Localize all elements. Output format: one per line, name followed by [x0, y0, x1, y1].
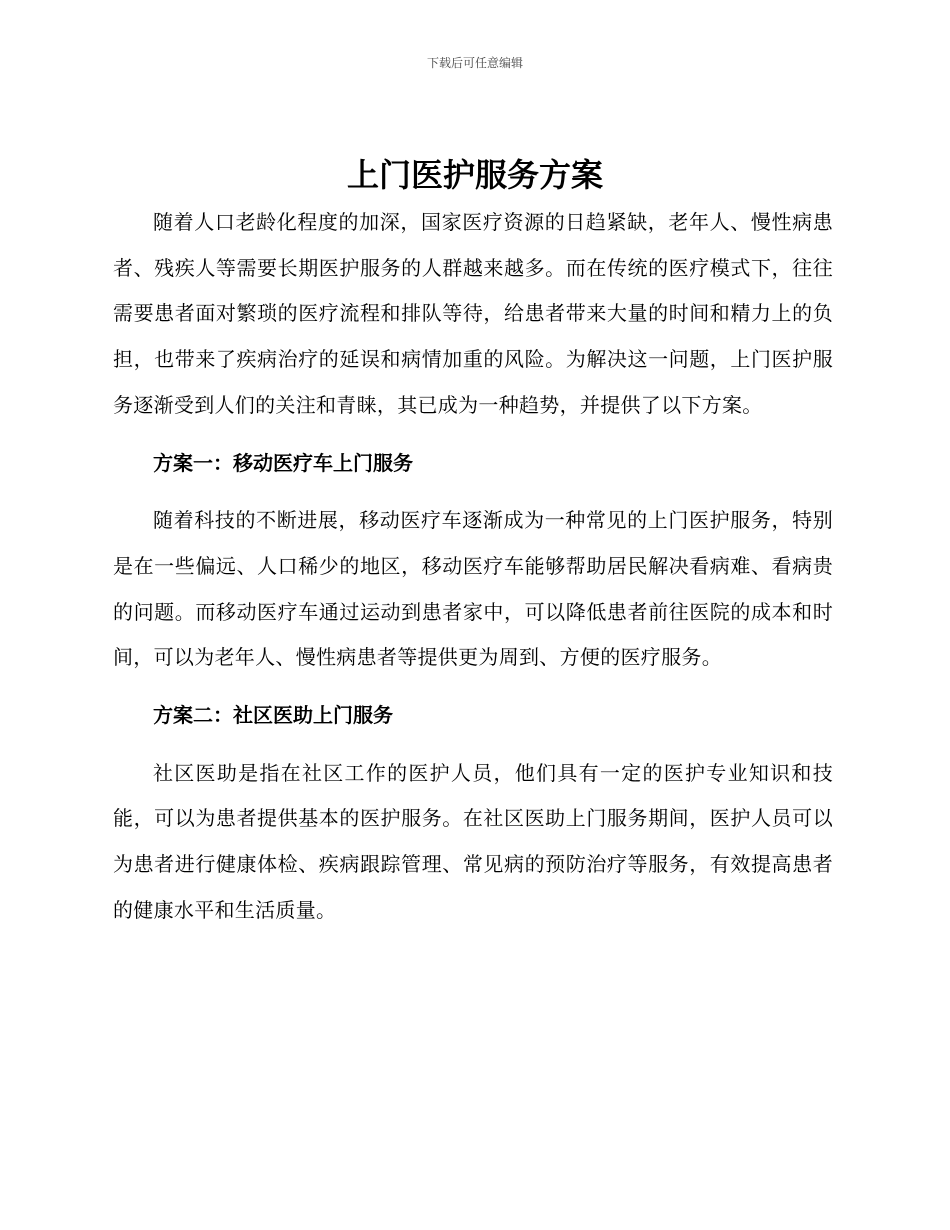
section-heading-2: 方案二：社区医助上门服务	[153, 703, 393, 728]
document-title: 上门医护服务方案	[346, 156, 603, 194]
header-note: 下载后可任意编辑	[426, 56, 523, 70]
section-body-1: 随着科技的不断进展，移动医疗车逐渐成为一种常见的上门医护服务，特别是在一些偏远、人口稀少的地区，移动医疗车能够帮助居民解决看病难、看病贵的问题。而移动医疗车通过运动到患者家中，可以降低患者前往医院的成本和时间，可以为老年人、慢性病患者等提供更为周到、方便的医疗服务。	[113, 508, 833, 670]
intro-paragraph: 随着人口老龄化程度的加深，国家医疗资源的日趋紧缺，老年人、慢性病患者、残疾人等需要长期医护服务的人群越来越多。而在传统的医疗模式下，往往需要患者面对繁琐的医疗流程和排队等待，给患者带来大量的时间和精力上的负担，也带来了疾病治疗的延误和病情加重的风险。为解决这一问题，上门医护服务逐渐受到人们的关注和青睐，其已成为一种趋势，并提供了以下方案。	[113, 210, 833, 417]
document-body	[113, 200, 833, 934]
section-heading-1: 方案一：移动医疗车上门服务	[153, 450, 413, 475]
section-body-2: 社区医助是指在社区工作的医护人员，他们具有一定的医护专业知识和技能，可以为患者提供基本的医护服务。在社区医助上门服务期间，医护人员可以为患者进行健康体检、疾病跟踪管理、常见病的预防治疗等服务，有效提高患者的健康水平和生活质量。	[113, 760, 833, 922]
